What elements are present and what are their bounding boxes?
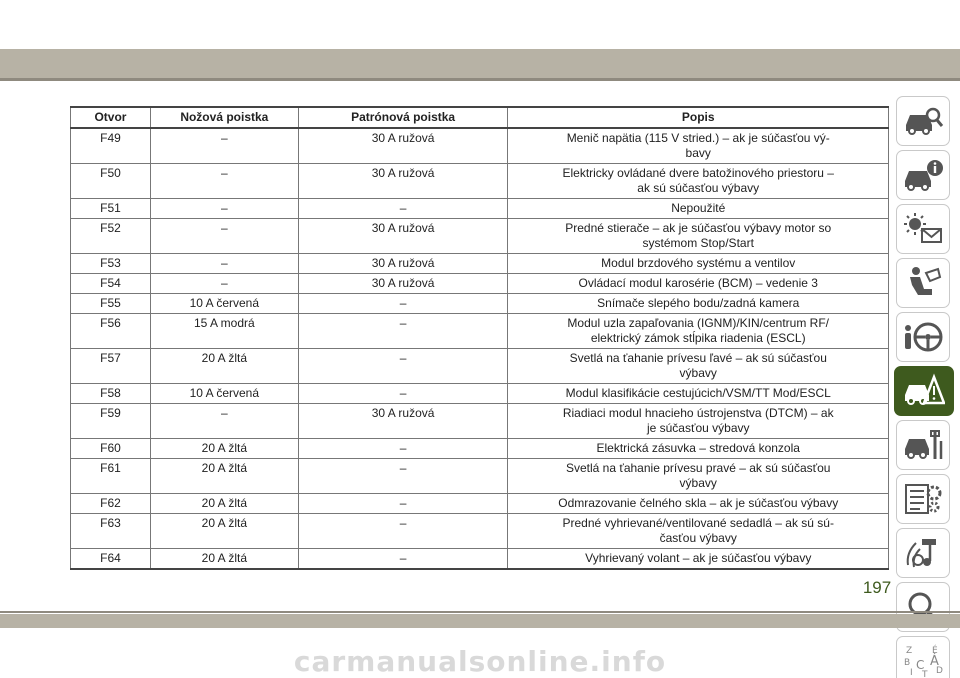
cell-otvor: F59 [71,404,151,439]
cell-patronova-poistka: – [298,384,508,404]
table-header-row [71,107,889,128]
cell-patronova-poistka: 30 A ružová [298,404,508,439]
cell-popis: Modul brzdového systému a ventilov [508,254,889,274]
table-row [71,128,889,164]
cell-nozova-poistka: 20 A žltá [150,459,298,494]
cell-popis: Elektrická zásuvka – stredová konzola [508,439,889,459]
cell-popis: Elektricky ovládané dvere batožinového priestoru – ak sú súčasťou výbavy [508,164,889,199]
index-letter: Z [906,646,913,656]
cell-nozova-poistka: 20 A žltá [150,549,298,570]
cell-otvor: F49 [71,128,151,164]
cell-popis: Modul uzla zapaľovania (IGNM)/KIN/centrum RF/ elektrický zámok stĺpika riadenia (ESCL) [508,314,889,349]
cell-nozova-poistka: – [150,219,298,254]
warning-lights-icon [902,211,944,247]
cell-otvor: F55 [71,294,151,314]
tab-steering-wheel[interactable] [896,312,950,362]
page-number: 197 [862,578,892,597]
cell-otvor: F53 [71,254,151,274]
cell-popis: Predné vyhrievané/ventilované sedadlá – ak sú sú- časťou výbavy [508,514,889,549]
index-letter: C [916,658,925,672]
cell-otvor: F62 [71,494,151,514]
car-tools-icon [902,427,944,463]
cell-patronova-poistka: – [298,294,508,314]
cell-patronova-poistka: – [298,349,508,384]
top-band-line [0,78,960,81]
cell-otvor: F61 [71,459,151,494]
header-nozova-poistka: Nožová poistka [150,107,298,128]
cell-popis: Svetlá na ťahanie prívesu ľavé – ak sú súčasťou výbavy [508,349,889,384]
cell-nozova-poistka: 20 A žltá [150,494,298,514]
cell-patronova-poistka: 30 A ružová [298,128,508,164]
steering-wheel-icon [902,319,944,355]
table-row [71,274,889,294]
cell-nozova-poistka: 10 A červená [150,294,298,314]
cell-otvor: F52 [71,219,151,254]
cell-nozova-poistka: – [150,274,298,294]
cell-patronova-poistka: – [298,494,508,514]
cell-otvor: F51 [71,199,151,219]
cell-popis: Modul klasifikácie cestujúcich/VSM/TT Mod/ESCL [508,384,889,404]
specifications-icon [902,481,944,517]
cell-popis: Vyhrievaný volant – ak je súčasťou výbavy [508,549,889,570]
index-letter: I [910,668,913,678]
cell-otvor: F57 [71,349,151,384]
cell-otvor: F58 [71,384,151,404]
top-decorative-band [0,49,960,78]
table-row [71,384,889,404]
cell-nozova-poistka: 20 A žltá [150,439,298,459]
table-row [71,164,889,199]
cell-nozova-poistka: – [150,164,298,199]
cell-patronova-poistka: 30 A ružová [298,254,508,274]
cell-popis: Predné stierače – ak je súčasťou výbavy motor so systémom Stop/Start [508,219,889,254]
tab-car-search[interactable] [896,96,950,146]
tab-car-hazard[interactable] [894,366,954,416]
cell-nozova-poistka: 10 A červená [150,384,298,404]
multimedia-icon [902,535,944,571]
tab-multimedia[interactable] [896,528,950,578]
table-row [71,219,889,254]
cell-nozova-poistka: – [150,254,298,274]
watermark: carmanualsonline.info [293,645,667,678]
cell-patronova-poistka: – [298,514,508,549]
table-row [71,404,889,439]
cell-popis: Ovládací modul karosérie (BCM) – vedenie 3 [508,274,889,294]
index-letter: T [922,670,928,678]
chapter-sidebar [894,96,952,678]
cell-popis: Snímače slepého bodu/zadná kamera [508,294,889,314]
table-row [71,439,889,459]
cell-patronova-poistka: – [298,459,508,494]
cell-popis: Menič napätia (115 V stried.) – ak je súčasťou vý- bavy [508,128,889,164]
table-row [71,349,889,384]
cell-patronova-poistka: – [298,439,508,459]
index-letter: D [936,666,943,676]
table-body [71,128,889,569]
cell-popis: Nepoužité [508,199,889,219]
car-info-icon [902,157,944,193]
index-letter: Á [930,654,939,669]
bottom-decorative-band [0,614,960,628]
car-hazard-icon [903,373,945,409]
table-row [71,199,889,219]
table-row [71,314,889,349]
table-row [71,494,889,514]
car-search-icon [902,103,944,139]
cell-patronova-poistka: – [298,314,508,349]
cell-patronova-poistka: – [298,199,508,219]
cell-nozova-poistka: 20 A žltá [150,349,298,384]
table-row [71,549,889,570]
cell-otvor: F54 [71,274,151,294]
cell-popis: Svetlá na ťahanie prívesu pravé – ak sú súčasťou výbavy [508,459,889,494]
cell-nozova-poistka: – [150,128,298,164]
table-row [71,294,889,314]
header-patronova-poistka: Patrónová poistka [298,107,508,128]
index-letter: B [904,658,911,668]
cell-otvor: F63 [71,514,151,549]
cell-nozova-poistka: – [150,404,298,439]
tab-specifications[interactable] [896,474,950,524]
index-letter: É [932,646,938,656]
cell-patronova-poistka: – [298,549,508,570]
cell-patronova-poistka: 30 A ružová [298,164,508,199]
cell-nozova-poistka: 15 A modrá [150,314,298,349]
seat-airbag-icon [902,265,944,301]
tab-car-tools[interactable] [896,420,950,470]
fuse-table [70,106,889,570]
cell-otvor: F50 [71,164,151,199]
tab-warning-lights[interactable] [896,204,950,254]
cell-popis: Odmrazovanie čelného skla – ak je súčasťou výbavy [508,494,889,514]
cell-patronova-poistka: 30 A ružová [298,219,508,254]
tab-car-info[interactable] [896,150,950,200]
tab-seat-airbag[interactable] [896,258,950,308]
table-row [71,254,889,274]
table-row [71,514,889,549]
cell-otvor: F64 [71,549,151,570]
table-row [71,459,889,494]
cell-popis: Riadiaci modul hnacieho ústrojenstva (DTCM) – ak je súčasťou výbavy [508,404,889,439]
bottom-band-line [0,611,960,613]
cell-otvor: F60 [71,439,151,459]
cell-nozova-poistka: 20 A žltá [150,514,298,549]
header-popis: Popis [508,107,889,128]
header-otvor: Otvor [71,107,151,128]
cell-patronova-poistka: 30 A ružová [298,274,508,294]
cell-otvor: F56 [71,314,151,349]
cell-nozova-poistka: – [150,199,298,219]
